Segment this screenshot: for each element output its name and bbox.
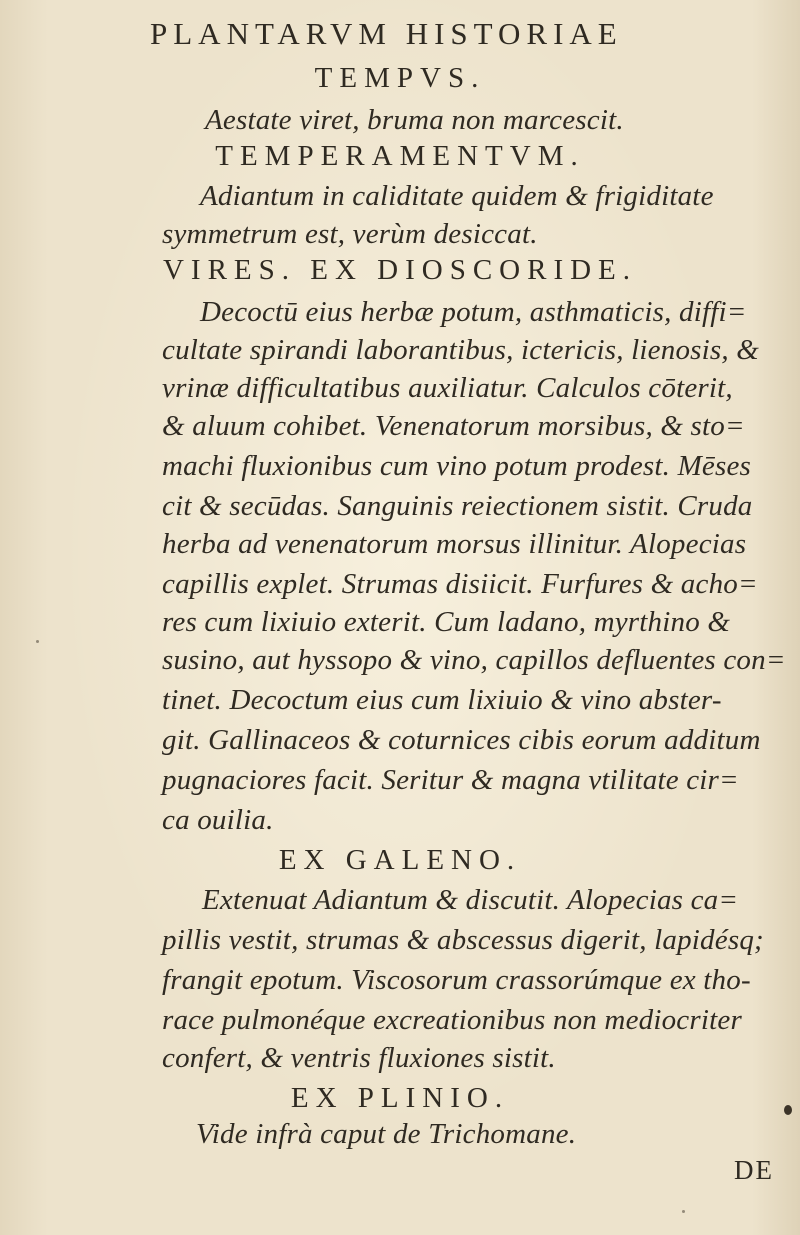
text-line: tinet. Decoctum eius cum lixiuio & vino abster-: [162, 684, 722, 716]
text-line: race pulmonéque excreationibus non mediocriter: [162, 1004, 742, 1036]
text-line: cit & secūdas. Sanguinis reiectionem sistit. Cruda: [162, 490, 753, 522]
section-heading-plinio: EX PLINIO.: [290, 1082, 510, 1114]
ink-speck: [784, 1105, 792, 1115]
text-line: symmetrum est, verùm desiccat.: [162, 218, 538, 250]
text-line: Adiantum in caliditate quidem & frigiditate: [200, 180, 714, 212]
text-line: frangit epotum. Viscosorum crassorúmque ex tho-: [162, 964, 751, 996]
text-line: ca ouilia.: [162, 804, 274, 836]
text-line: susino, aut hyssopo & vino, capillos defluentes con=: [162, 644, 786, 676]
text-line: machi fluxionibus cum vino potum prodest. Mēses: [162, 450, 752, 482]
section-heading-temperamentum: TEMPERAMENTVM.: [215, 140, 585, 172]
text-line: Aestate viret, bruma non marcescit.: [205, 104, 624, 136]
text-line: & aluum cohibet. Venenatorum morsibus, & sto=: [162, 410, 745, 442]
text-line: Vide infrà caput de Trichomane.: [196, 1118, 577, 1150]
text-line: pillis vestit, strumas & abscessus digerit, lapidésq;: [162, 924, 764, 956]
text-line: confert, & ventris fluxiones sistit.: [162, 1042, 556, 1074]
ink-speck: [36, 640, 39, 643]
text-line: herba ad venenatorum morsus illinitur. Alopecias: [162, 528, 747, 560]
section-heading-galeno: EX GALENO.: [278, 844, 522, 876]
running-head: PLANTARVM HISTORIAE: [150, 16, 623, 51]
catchword: DE: [734, 1155, 774, 1185]
text-line: Decoctū eius herbæ potum, asthmaticis, diffi=: [200, 296, 747, 328]
text-line: vrinæ difficultatibus auxiliatur. Calculos cōterit,: [162, 372, 733, 404]
ink-speck: [682, 1210, 685, 1213]
section-heading-vires-dioscoride: VIRES. EX DIOSCORIDE.: [162, 254, 638, 286]
text-line: capillis explet. Strumas disiicit. Furfures & acho=: [162, 568, 758, 600]
text-line: pugnaciores facit. Seritur & magna vtilitate cir=: [162, 764, 739, 796]
text-line: git. Gallinaceos & coturnices cibis eorum additum: [162, 724, 761, 756]
text-line: Extenuat Adiantum & discutit. Alopecias ca=: [202, 884, 739, 916]
section-heading-tempus: TEMPVS.: [314, 62, 486, 94]
text-line: res cum lixiuio exterit. Cum ladano, myrthino &: [162, 606, 731, 638]
text-line: cultate spirandi laborantibus, ictericis, lienosis, &: [162, 334, 760, 366]
